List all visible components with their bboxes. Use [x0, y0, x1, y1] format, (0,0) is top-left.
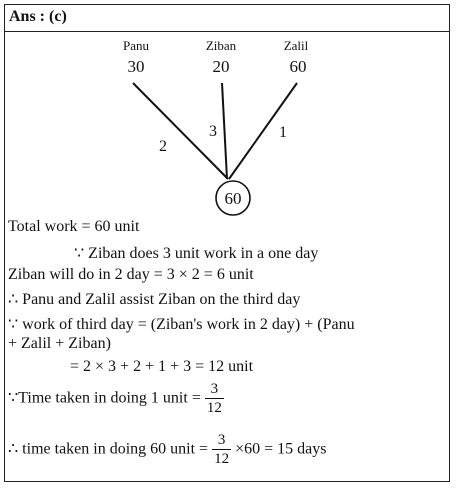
- solution-line-5: ∵ work of third day = (Ziban's work in 2 day) + (Panu: [8, 316, 355, 333]
- worker-value-panu: 30: [127, 57, 145, 76]
- fraction-numerator: 3: [210, 381, 219, 397]
- answer-box: [4, 4, 450, 482]
- solution-line-1: Total work = 60 unit: [8, 218, 140, 235]
- worker-value-zalil: 60: [289, 57, 307, 76]
- worker-name-zalil: Zalil: [283, 38, 309, 53]
- work-diagram: [5, 32, 449, 222]
- line-9-prefix: ∴ time taken in doing 60 unit =: [8, 440, 209, 458]
- worker-value-ziban: 20: [212, 57, 230, 76]
- rate-label-zalil: 1: [279, 124, 287, 141]
- solution-line-6: + Zalil + Ziban): [8, 335, 111, 352]
- fraction-line-8: [205, 381, 224, 417]
- solution-line-3: Ziban will do in 2 day = 3 × 2 = 6 unit: [8, 266, 254, 283]
- fraction-line-9: [212, 432, 231, 468]
- worker-name-ziban: Ziban: [205, 38, 237, 53]
- line-9-suffix: ×60 = 15 days: [235, 440, 327, 458]
- line-ziban: [222, 83, 227, 179]
- total-work-value: 60: [224, 189, 242, 208]
- fraction-numerator: 3: [217, 432, 226, 448]
- solution-line-7: = 2 × 3 + 2 + 1 + 3 = 12 unit: [70, 358, 254, 375]
- solution-line-2: ∵ Ziban does 3 unit work in a one day: [74, 245, 319, 262]
- worker-name-panu: Panu: [123, 38, 149, 53]
- rate-label-ziban: 3: [209, 123, 217, 140]
- solution-line-4: ∴ Panu and Zalil assist Ziban on the third day: [8, 291, 301, 308]
- fraction-denominator: 12: [214, 451, 230, 467]
- solution-line-9: [8, 432, 326, 468]
- fraction-denominator: 12: [206, 400, 222, 416]
- line-8-prefix: ∵Time taken in doing 1 unit =: [8, 389, 201, 407]
- answer-header: [5, 5, 449, 32]
- answer-label: Ans : (c): [9, 8, 67, 25]
- rate-label-panu: 2: [159, 138, 167, 155]
- solution-line-8: [8, 381, 224, 417]
